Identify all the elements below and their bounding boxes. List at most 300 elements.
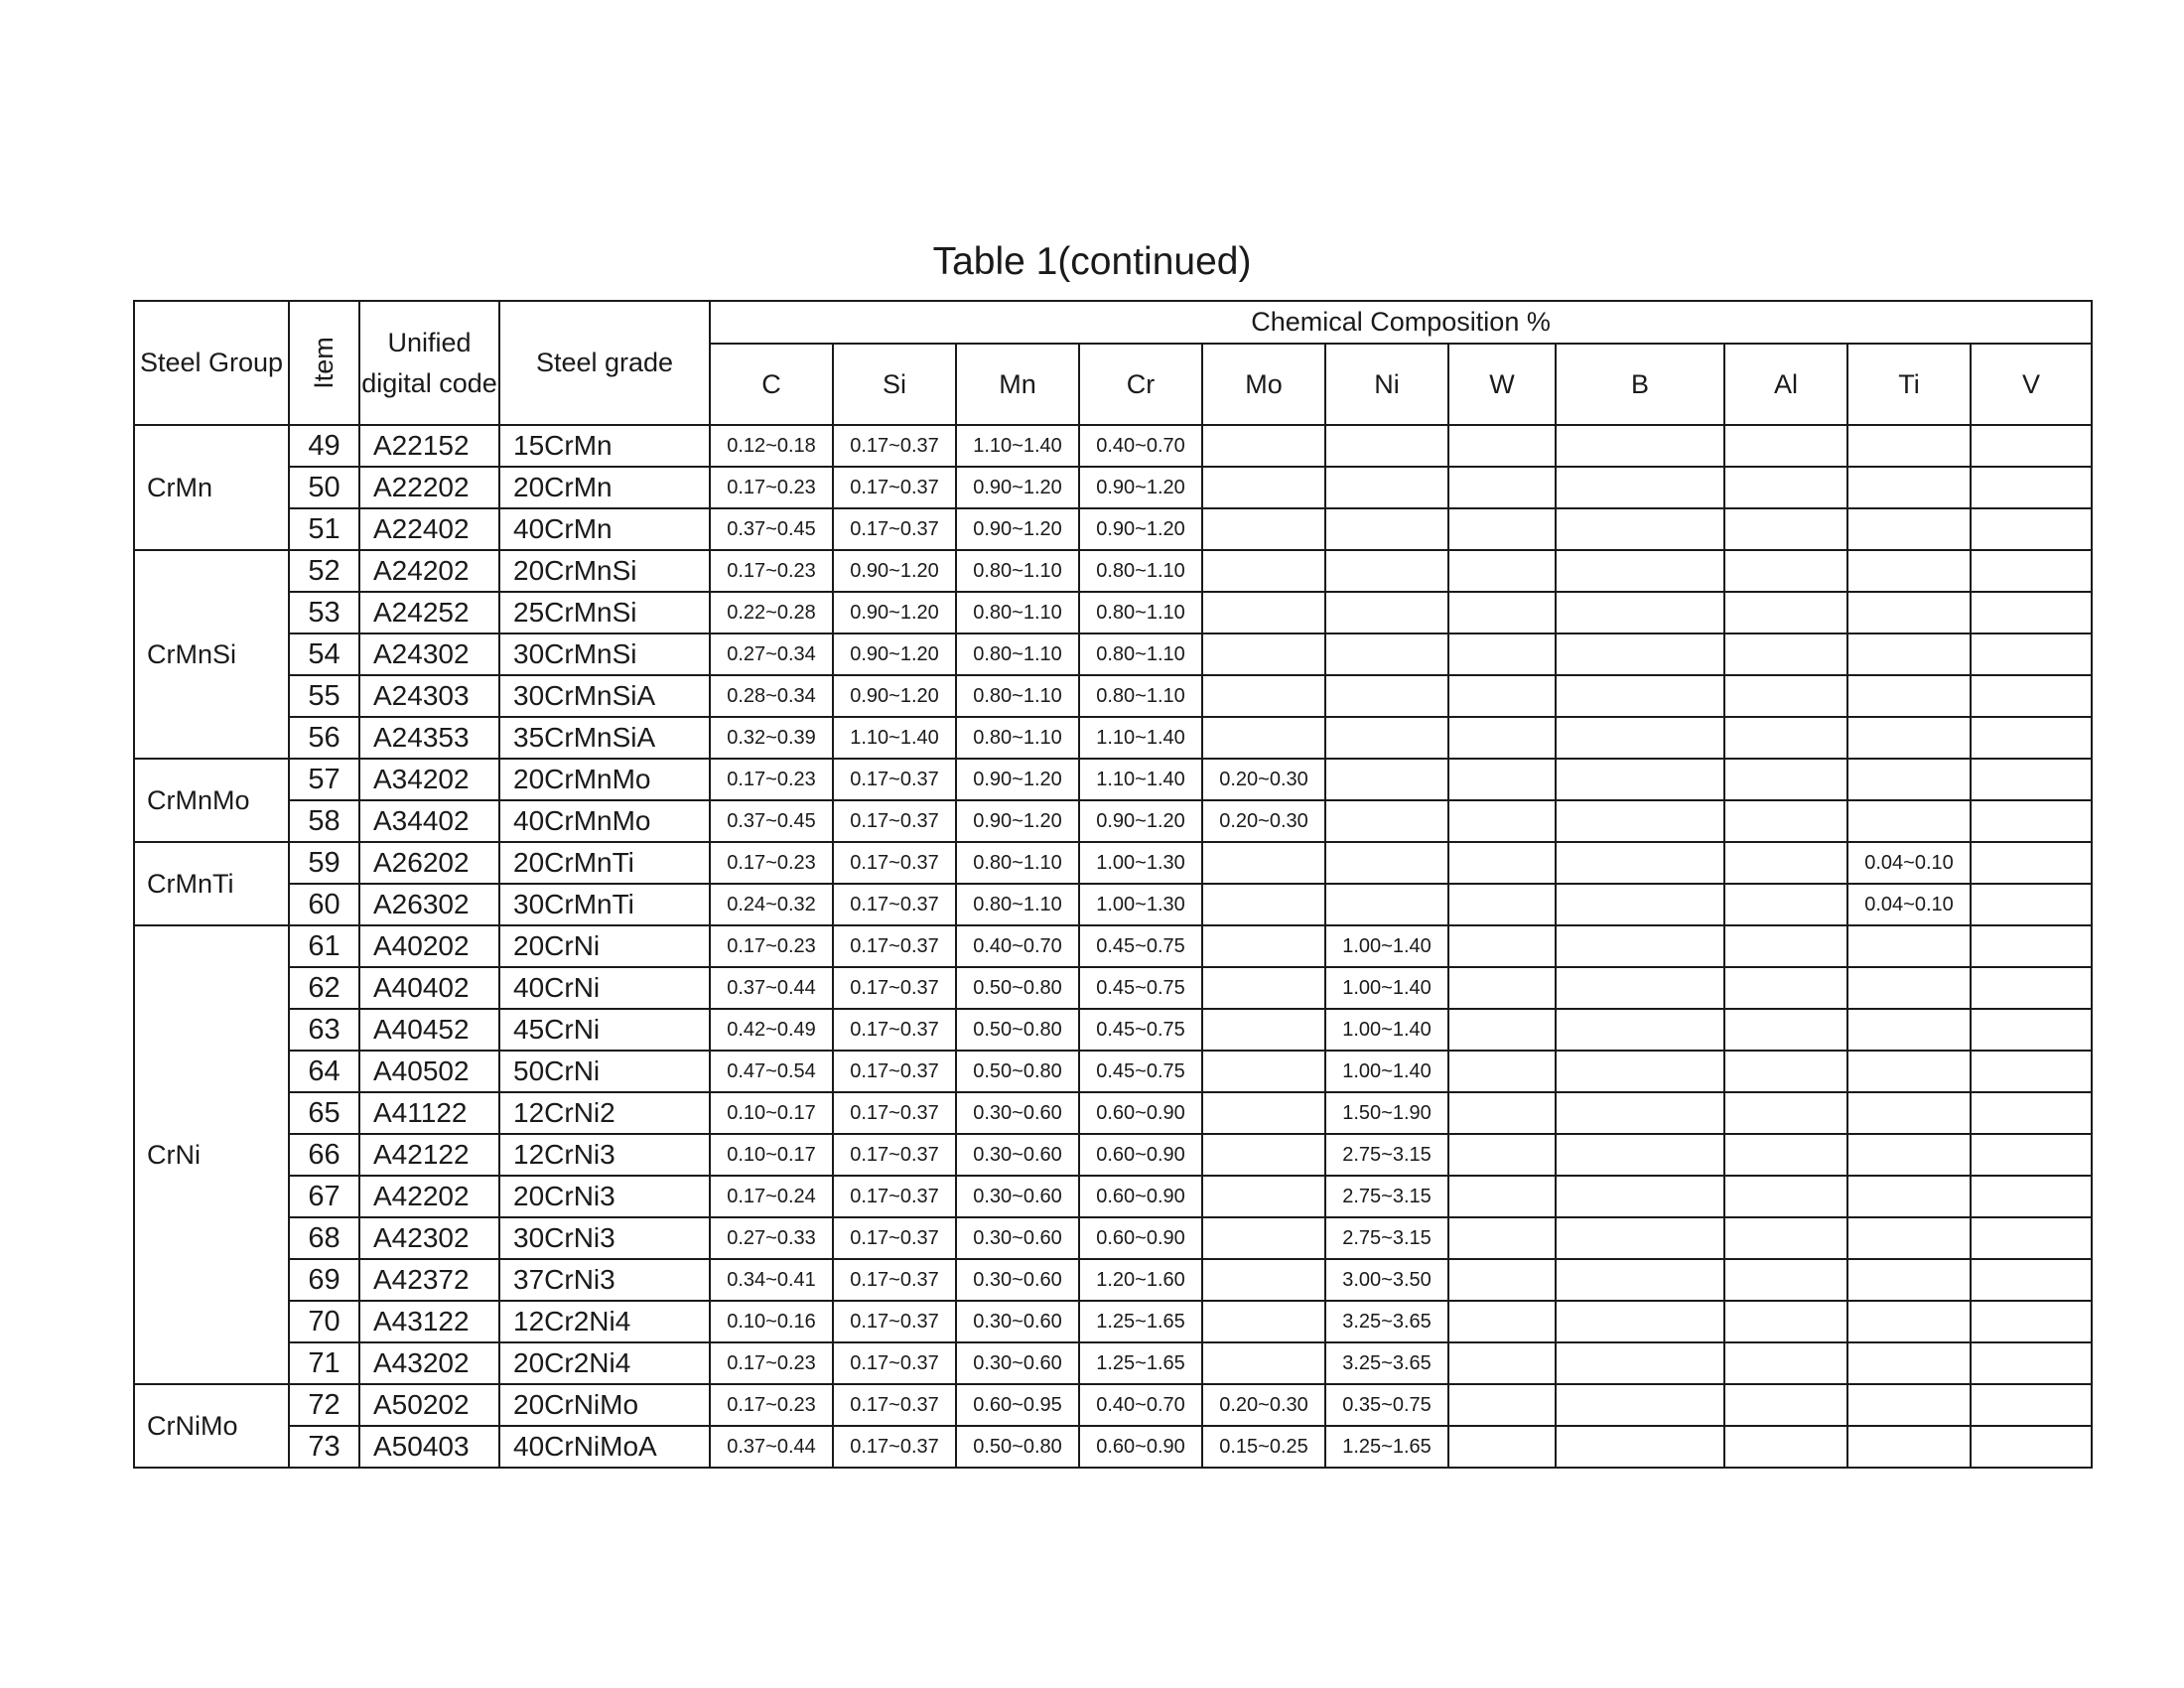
composition-cell-ti	[1847, 1176, 1971, 1217]
composition-cell-ni: 3.00~3.50	[1325, 1259, 1448, 1301]
composition-cell-b	[1556, 592, 1724, 633]
item-cell: 73	[289, 1426, 359, 1468]
header-steel-group: Steel Group	[134, 301, 289, 425]
composition-cell-v	[1971, 1342, 2092, 1384]
composition-cell-cr: 1.10~1.40	[1079, 759, 1202, 800]
digital-code-cell: A50202	[359, 1384, 499, 1426]
composition-cell-si: 0.17~0.37	[833, 1134, 956, 1176]
composition-cell-v	[1971, 1217, 2092, 1259]
composition-cell-c: 0.22~0.28	[710, 592, 833, 633]
composition-cell-mo	[1202, 1259, 1325, 1301]
composition-cell-ti	[1847, 759, 1971, 800]
composition-cell-al	[1724, 633, 1847, 675]
item-cell: 51	[289, 508, 359, 550]
composition-cell-b	[1556, 508, 1724, 550]
composition-cell-w	[1448, 1176, 1556, 1217]
composition-cell-w	[1448, 759, 1556, 800]
header-element-ti: Ti	[1847, 344, 1971, 425]
composition-cell-b	[1556, 1259, 1724, 1301]
composition-cell-ti	[1847, 633, 1971, 675]
composition-cell-mo	[1202, 633, 1325, 675]
composition-cell-b	[1556, 800, 1724, 842]
composition-cell-c: 0.10~0.17	[710, 1092, 833, 1134]
item-cell: 69	[289, 1259, 359, 1301]
composition-cell-mn: 0.80~1.10	[956, 884, 1079, 925]
composition-cell-al	[1724, 884, 1847, 925]
composition-cell-c: 0.47~0.54	[710, 1051, 833, 1092]
composition-cell-mo: 0.15~0.25	[1202, 1426, 1325, 1468]
composition-cell-b	[1556, 1301, 1724, 1342]
composition-cell-cr: 0.60~0.90	[1079, 1426, 1202, 1468]
composition-cell-cr: 1.25~1.65	[1079, 1301, 1202, 1342]
composition-cell-c: 0.10~0.16	[710, 1301, 833, 1342]
header-element-b: B	[1556, 344, 1724, 425]
item-cell: 52	[289, 550, 359, 592]
composition-cell-ti	[1847, 1217, 1971, 1259]
composition-cell-al	[1724, 1009, 1847, 1051]
composition-cell-b	[1556, 925, 1724, 967]
composition-cell-ni: 2.75~3.15	[1325, 1217, 1448, 1259]
composition-cell-ti	[1847, 1342, 1971, 1384]
composition-cell-c: 0.27~0.34	[710, 633, 833, 675]
steel-grade-cell: 40CrMnMo	[499, 800, 710, 842]
digital-code-cell: A50403	[359, 1426, 499, 1468]
composition-cell-mn: 0.80~1.10	[956, 633, 1079, 675]
composition-cell-ti	[1847, 717, 1971, 759]
composition-cell-v	[1971, 1009, 2092, 1051]
composition-cell-mo	[1202, 550, 1325, 592]
composition-cell-al	[1724, 1092, 1847, 1134]
composition-cell-mo	[1202, 884, 1325, 925]
composition-cell-mo	[1202, 1342, 1325, 1384]
composition-cell-b	[1556, 1134, 1724, 1176]
composition-cell-v	[1971, 1259, 2092, 1301]
steel-group-cell: CrMnSi	[134, 550, 289, 759]
item-cell: 57	[289, 759, 359, 800]
table-row	[134, 1092, 2092, 1134]
composition-cell-mo	[1202, 1176, 1325, 1217]
composition-cell-c: 0.17~0.23	[710, 1342, 833, 1384]
composition-cell-mo	[1202, 1051, 1325, 1092]
steel-grade-cell: 20CrMn	[499, 467, 710, 508]
steel-grade-cell: 12Cr2Ni4	[499, 1301, 710, 1342]
composition-cell-v	[1971, 592, 2092, 633]
composition-cell-mn: 0.50~0.80	[956, 967, 1079, 1009]
composition-cell-v	[1971, 1134, 2092, 1176]
composition-cell-ti	[1847, 425, 1971, 467]
composition-cell-c: 0.37~0.44	[710, 1426, 833, 1468]
composition-cell-w	[1448, 550, 1556, 592]
table-row	[134, 1009, 2092, 1051]
composition-cell-v	[1971, 800, 2092, 842]
composition-cell-ti	[1847, 1259, 1971, 1301]
table-row	[134, 1259, 2092, 1301]
composition-cell-ti	[1847, 467, 1971, 508]
composition-cell-v	[1971, 508, 2092, 550]
composition-cell-ni: 1.00~1.40	[1325, 925, 1448, 967]
steel-grade-cell: 40CrNi	[499, 967, 710, 1009]
digital-code-cell: A42122	[359, 1134, 499, 1176]
composition-cell-ni: 3.25~3.65	[1325, 1342, 1448, 1384]
composition-cell-w	[1448, 1092, 1556, 1134]
composition-cell-al	[1724, 1051, 1847, 1092]
digital-code-cell: A26202	[359, 842, 499, 884]
composition-cell-v	[1971, 884, 2092, 925]
digital-code-cell: A22152	[359, 425, 499, 467]
composition-cell-cr: 1.00~1.30	[1079, 884, 1202, 925]
composition-cell-c: 0.37~0.45	[710, 508, 833, 550]
steel-grade-cell: 20CrMnTi	[499, 842, 710, 884]
composition-cell-b	[1556, 1009, 1724, 1051]
table-row	[134, 925, 2092, 967]
steel-group-cell: CrNi	[134, 925, 289, 1384]
composition-cell-b	[1556, 842, 1724, 884]
item-cell: 65	[289, 1092, 359, 1134]
composition-cell-si: 0.17~0.37	[833, 967, 956, 1009]
composition-cell-al	[1724, 1426, 1847, 1468]
composition-cell-cr: 1.10~1.40	[1079, 717, 1202, 759]
steel-grade-cell: 35CrMnSiA	[499, 717, 710, 759]
steel-grade-cell: 15CrMn	[499, 425, 710, 467]
composition-cell-b	[1556, 967, 1724, 1009]
steel-group-cell: CrMn	[134, 425, 289, 550]
composition-cell-w	[1448, 1051, 1556, 1092]
composition-cell-mo	[1202, 467, 1325, 508]
item-cell: 66	[289, 1134, 359, 1176]
composition-cell-mn: 0.90~1.20	[956, 467, 1079, 508]
composition-cell-ti	[1847, 675, 1971, 717]
composition-cell-mo	[1202, 508, 1325, 550]
table-header	[134, 301, 2092, 425]
header-element-c: C	[710, 344, 833, 425]
digital-code-cell: A24303	[359, 675, 499, 717]
item-cell: 55	[289, 675, 359, 717]
composition-cell-ti	[1847, 1092, 1971, 1134]
composition-cell-mn: 1.10~1.40	[956, 425, 1079, 467]
item-cell: 68	[289, 1217, 359, 1259]
composition-cell-al	[1724, 592, 1847, 633]
digital-code-cell: A22402	[359, 508, 499, 550]
table-row	[134, 592, 2092, 633]
composition-cell-mo	[1202, 717, 1325, 759]
composition-cell-b	[1556, 675, 1724, 717]
steel-grade-cell: 45CrNi	[499, 1009, 710, 1051]
composition-cell-si: 0.17~0.37	[833, 1176, 956, 1217]
composition-cell-al	[1724, 1301, 1847, 1342]
composition-cell-w	[1448, 1426, 1556, 1468]
table-row	[134, 1134, 2092, 1176]
composition-cell-v	[1971, 1301, 2092, 1342]
table-row	[134, 800, 2092, 842]
composition-cell-ni: 1.00~1.40	[1325, 1051, 1448, 1092]
composition-cell-v	[1971, 1426, 2092, 1468]
steel-grade-cell: 30CrNi3	[499, 1217, 710, 1259]
composition-cell-v	[1971, 759, 2092, 800]
composition-cell-b	[1556, 1342, 1724, 1384]
composition-cell-w	[1448, 967, 1556, 1009]
composition-cell-cr: 0.90~1.20	[1079, 508, 1202, 550]
composition-cell-al	[1724, 1176, 1847, 1217]
composition-cell-c: 0.34~0.41	[710, 1259, 833, 1301]
composition-cell-cr: 0.45~0.75	[1079, 967, 1202, 1009]
composition-cell-ni	[1325, 884, 1448, 925]
composition-cell-v	[1971, 967, 2092, 1009]
item-cell: 71	[289, 1342, 359, 1384]
steel-grade-cell: 20CrNi3	[499, 1176, 710, 1217]
composition-cell-mn: 0.90~1.20	[956, 800, 1079, 842]
header-element-cr: Cr	[1079, 344, 1202, 425]
composition-cell-w	[1448, 592, 1556, 633]
composition-cell-ti	[1847, 1426, 1971, 1468]
composition-cell-al	[1724, 1134, 1847, 1176]
composition-cell-mo	[1202, 1217, 1325, 1259]
composition-cell-ni	[1325, 550, 1448, 592]
composition-cell-al	[1724, 759, 1847, 800]
composition-cell-ni	[1325, 633, 1448, 675]
header-element-mn: Mn	[956, 344, 1079, 425]
steel-grade-cell: 20CrMnSi	[499, 550, 710, 592]
table-row	[134, 1301, 2092, 1342]
composition-cell-al	[1724, 1259, 1847, 1301]
composition-cell-si: 0.17~0.37	[833, 842, 956, 884]
composition-cell-cr: 0.80~1.10	[1079, 550, 1202, 592]
table-title: Table 1(continued)	[932, 240, 1252, 283]
table-row	[134, 467, 2092, 508]
item-cell: 63	[289, 1009, 359, 1051]
composition-cell-c: 0.10~0.17	[710, 1134, 833, 1176]
composition-cell-mo	[1202, 675, 1325, 717]
digital-code-cell: A40402	[359, 967, 499, 1009]
composition-cell-b	[1556, 633, 1724, 675]
composition-cell-ni: 1.50~1.90	[1325, 1092, 1448, 1134]
composition-cell-si: 0.17~0.37	[833, 759, 956, 800]
composition-cell-si: 0.17~0.37	[833, 425, 956, 467]
header-unified-digital-code: Unified digital code	[359, 301, 499, 425]
composition-cell-w	[1448, 1009, 1556, 1051]
digital-code-cell: A24252	[359, 592, 499, 633]
item-cell: 54	[289, 633, 359, 675]
composition-cell-mn: 0.30~0.60	[956, 1176, 1079, 1217]
composition-cell-c: 0.17~0.23	[710, 842, 833, 884]
composition-cell-v	[1971, 675, 2092, 717]
composition-cell-cr: 0.60~0.90	[1079, 1092, 1202, 1134]
digital-code-cell: A40502	[359, 1051, 499, 1092]
header-item	[289, 301, 359, 425]
composition-cell-si: 0.17~0.37	[833, 508, 956, 550]
composition-cell-c: 0.28~0.34	[710, 675, 833, 717]
composition-cell-cr: 0.45~0.75	[1079, 1009, 1202, 1051]
table-row	[134, 717, 2092, 759]
composition-cell-ti	[1847, 592, 1971, 633]
composition-cell-ti	[1847, 925, 1971, 967]
composition-cell-b	[1556, 1092, 1724, 1134]
composition-cell-b	[1556, 1384, 1724, 1426]
composition-cell-mo: 0.20~0.30	[1202, 759, 1325, 800]
table-row	[134, 633, 2092, 675]
composition-cell-ti	[1847, 1051, 1971, 1092]
composition-cell-c: 0.17~0.23	[710, 550, 833, 592]
composition-cell-mn: 0.50~0.80	[956, 1426, 1079, 1468]
composition-cell-ti	[1847, 1384, 1971, 1426]
composition-cell-ni: 1.00~1.40	[1325, 967, 1448, 1009]
digital-code-cell: A24302	[359, 633, 499, 675]
composition-cell-ni	[1325, 675, 1448, 717]
composition-cell-ti	[1847, 800, 1971, 842]
composition-cell-al	[1724, 467, 1847, 508]
table-row	[134, 508, 2092, 550]
composition-cell-si: 0.17~0.37	[833, 884, 956, 925]
composition-cell-mn: 0.90~1.20	[956, 508, 1079, 550]
composition-cell-mo	[1202, 1092, 1325, 1134]
item-cell: 70	[289, 1301, 359, 1342]
item-cell: 72	[289, 1384, 359, 1426]
composition-cell-cr: 0.40~0.70	[1079, 425, 1202, 467]
composition-cell-c: 0.12~0.18	[710, 425, 833, 467]
table-body	[134, 425, 2092, 1468]
digital-code-cell: A40202	[359, 925, 499, 967]
composition-cell-si: 1.10~1.40	[833, 717, 956, 759]
composition-cell-si: 0.90~1.20	[833, 592, 956, 633]
composition-cell-mn: 0.30~0.60	[956, 1342, 1079, 1384]
table-row	[134, 1384, 2092, 1426]
composition-cell-mo: 0.20~0.30	[1202, 800, 1325, 842]
composition-cell-b	[1556, 1051, 1724, 1092]
composition-cell-al	[1724, 675, 1847, 717]
composition-cell-v	[1971, 1051, 2092, 1092]
steel-group-cell: CrNiMo	[134, 1384, 289, 1468]
steel-grade-cell: 12CrNi3	[499, 1134, 710, 1176]
composition-cell-mn: 0.30~0.60	[956, 1134, 1079, 1176]
composition-cell-c: 0.37~0.45	[710, 800, 833, 842]
composition-cell-cr: 1.25~1.65	[1079, 1342, 1202, 1384]
composition-cell-ni	[1325, 717, 1448, 759]
composition-cell-cr: 0.80~1.10	[1079, 675, 1202, 717]
composition-cell-si: 0.90~1.20	[833, 550, 956, 592]
steel-grade-cell: 37CrNi3	[499, 1259, 710, 1301]
composition-cell-mn: 0.90~1.20	[956, 759, 1079, 800]
composition-cell-w	[1448, 467, 1556, 508]
steel-group-cell: CrMnMo	[134, 759, 289, 842]
composition-cell-si: 0.17~0.37	[833, 1301, 956, 1342]
composition-cell-ni: 3.25~3.65	[1325, 1301, 1448, 1342]
composition-cell-b	[1556, 1426, 1724, 1468]
steel-grade-cell: 30CrMnSiA	[499, 675, 710, 717]
item-cell: 67	[289, 1176, 359, 1217]
table-row	[134, 1426, 2092, 1468]
composition-cell-cr: 0.40~0.70	[1079, 1384, 1202, 1426]
composition-cell-cr: 0.60~0.90	[1079, 1134, 1202, 1176]
composition-cell-si: 0.17~0.37	[833, 1426, 956, 1468]
composition-cell-c: 0.42~0.49	[710, 1009, 833, 1051]
composition-cell-w	[1448, 800, 1556, 842]
table-row	[134, 759, 2092, 800]
composition-cell-ni: 1.00~1.40	[1325, 1009, 1448, 1051]
composition-cell-b	[1556, 467, 1724, 508]
item-cell: 61	[289, 925, 359, 967]
composition-cell-ni: 2.75~3.15	[1325, 1176, 1448, 1217]
composition-cell-ni: 0.35~0.75	[1325, 1384, 1448, 1426]
composition-cell-cr: 0.90~1.20	[1079, 467, 1202, 508]
digital-code-cell: A42302	[359, 1217, 499, 1259]
composition-cell-w	[1448, 675, 1556, 717]
composition-cell-ti	[1847, 967, 1971, 1009]
composition-cell-c: 0.17~0.23	[710, 467, 833, 508]
composition-cell-ni	[1325, 800, 1448, 842]
composition-cell-ti	[1847, 508, 1971, 550]
steel-grade-cell: 50CrNi	[499, 1051, 710, 1092]
composition-cell-w	[1448, 425, 1556, 467]
table-row	[134, 967, 2092, 1009]
header-item-label: Item	[308, 337, 339, 389]
composition-cell-w	[1448, 925, 1556, 967]
composition-cell-v	[1971, 425, 2092, 467]
item-cell: 56	[289, 717, 359, 759]
item-cell: 49	[289, 425, 359, 467]
composition-cell-mn: 0.50~0.80	[956, 1051, 1079, 1092]
composition-cell-ni: 1.25~1.65	[1325, 1426, 1448, 1468]
composition-cell-c: 0.17~0.23	[710, 1384, 833, 1426]
steel-grade-cell: 20CrMnMo	[499, 759, 710, 800]
composition-cell-al	[1724, 925, 1847, 967]
composition-cell-mn: 0.50~0.80	[956, 1009, 1079, 1051]
digital-code-cell: A43202	[359, 1342, 499, 1384]
composition-cell-al	[1724, 1342, 1847, 1384]
composition-cell-si: 0.17~0.37	[833, 800, 956, 842]
composition-cell-al	[1724, 717, 1847, 759]
composition-cell-cr: 0.60~0.90	[1079, 1217, 1202, 1259]
composition-cell-cr: 1.00~1.30	[1079, 842, 1202, 884]
composition-cell-b	[1556, 759, 1724, 800]
composition-cell-v	[1971, 550, 2092, 592]
composition-cell-ni	[1325, 592, 1448, 633]
digital-code-cell: A34402	[359, 800, 499, 842]
steel-grade-cell: 20CrNiMo	[499, 1384, 710, 1426]
composition-cell-mo	[1202, 967, 1325, 1009]
composition-cell-v	[1971, 1384, 2092, 1426]
composition-cell-mn: 0.60~0.95	[956, 1384, 1079, 1426]
composition-cell-w	[1448, 1217, 1556, 1259]
steel-grade-cell: 25CrMnSi	[499, 592, 710, 633]
item-cell: 64	[289, 1051, 359, 1092]
composition-cell-mo	[1202, 1134, 1325, 1176]
composition-cell-b	[1556, 884, 1724, 925]
composition-cell-w	[1448, 1384, 1556, 1426]
composition-cell-v	[1971, 842, 2092, 884]
composition-cell-mo	[1202, 592, 1325, 633]
composition-cell-b	[1556, 425, 1724, 467]
composition-cell-mn: 0.30~0.60	[956, 1301, 1079, 1342]
composition-cell-mn: 0.80~1.10	[956, 717, 1079, 759]
composition-cell-w	[1448, 1342, 1556, 1384]
composition-cell-ti	[1847, 1009, 1971, 1051]
table-row	[134, 425, 2092, 467]
composition-cell-al	[1724, 800, 1847, 842]
composition-cell-v	[1971, 1176, 2092, 1217]
composition-cell-b	[1556, 717, 1724, 759]
composition-cell-si: 0.17~0.37	[833, 467, 956, 508]
table-row	[134, 675, 2092, 717]
composition-cell-w	[1448, 717, 1556, 759]
composition-cell-si: 0.90~1.20	[833, 675, 956, 717]
composition-cell-si: 0.17~0.37	[833, 925, 956, 967]
steel-grade-cell: 30CrMnTi	[499, 884, 710, 925]
composition-cell-cr: 0.90~1.20	[1079, 800, 1202, 842]
composition-cell-mo	[1202, 1301, 1325, 1342]
composition-cell-cr: 0.60~0.90	[1079, 1176, 1202, 1217]
composition-cell-mo	[1202, 842, 1325, 884]
composition-cell-c: 0.17~0.23	[710, 925, 833, 967]
steel-grade-cell: 40CrMn	[499, 508, 710, 550]
